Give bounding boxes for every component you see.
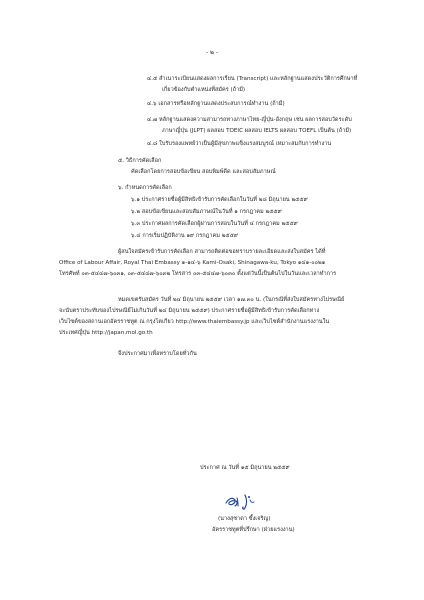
section-6-heading: ๖. กำหนดการคัดเลือก xyxy=(118,185,172,191)
contact-para-line1: ผู้สนใจสมัครเข้ารับการคัดเลือก สามารถติดต่อขอทราบรายละเอียดและส่งใบสมัคร ได้ที่ xyxy=(118,249,326,255)
closing-statement: จึงประกาศมาเพื่อทราบโดยทั่วกัน xyxy=(118,351,197,357)
item-6-1: ๖.๑ ประกาศรายชื่อผู้มีสิทธิเข้ารับการคัดเลือกในวันที่ ๒๘ มิถุนายน ๒๕๕๙ xyxy=(131,197,308,203)
item-4-6: ๔.๖ เอกสารหรือหลักฐานแสดงประสบการณ์ทำงาน (ถ้ามี) xyxy=(147,101,285,107)
section-5-body: คัดเลือกโดยการสอบข้อเขียน สอบพิมพ์ดีด และสอบสัมภาษณ์ xyxy=(131,169,276,175)
item-4-7-line2: ภาษาญี่ปุ่น (JLPT) ผลสอบ TOEIC ผลสอบ IELTS ผลสอบ TOEFL เป็นต้น (ถ้ามี) xyxy=(162,128,352,134)
page-number: - ๒ - xyxy=(205,49,219,56)
announcement-date: ประกาศ ณ วันที่ ๑๕ มิถุนายน ๒๕๕๙ xyxy=(200,465,290,471)
handwritten-signature xyxy=(223,491,263,513)
contact-para-line2: Office of Labour Affair, Royal Thai Embassy ๑-๑๔-๖ Kami-Osaki, Shinagawa-ku, Tokyo ๑๔๑-๐๐๒๑ xyxy=(59,260,326,266)
item-4-5-line2: เกี่ยวข้องกับตำแหน่งที่สมัคร (ถ้ามี) xyxy=(162,87,246,93)
deadline-para-line2: จะนับตราประทับของไปรษณีย์ไม่เกินวันที่ ๒๔ มิถุนายน ๒๕๕๙) ประกาศรายชื่อผู้มีสิทธิเข้ารับการคัดเลือกทาง xyxy=(59,308,320,314)
item-4-7-line1: ๔.๗ หลักฐานแสดงความสามารถทางภาษาไทย-ญี่ปุ่น-อังกฤษ เช่น ผลการสอบวัดระดับ xyxy=(147,117,352,123)
section-5-heading: ๕. วิธีการคัดเลือก xyxy=(118,158,162,164)
item-4-5-line1: ๔.๕ สำเนาระเบียนแสดงผลการเรียน (Transcript) และหลักฐานแสดงประวัติการศึกษาที่ xyxy=(147,76,358,82)
contact-para-line3: โทรศัพท์ ๐๓-๕๔๔๗-๖๐๓๑, ๐๓-๕๔๔๗-๖๐๓๒ โทรสาร ๐๓-๕๔๔๗-๖๐๓๐ ตั้งแต่วันนี้เป็นต้นไปในวันและเวลาทำการ xyxy=(59,271,337,277)
deadline-para-line3: เว็บไซต์ของสถานเอกอัครราชทูต ณ กรุงโตเกียว http://www.thaiembassy.jp และเว็บไซต์สำนักงานแรงงานใน xyxy=(59,319,330,325)
item-6-4: ๖.๔ การเริ่มปฏิบัติงาน ๑๙ กรกฎาคม ๒๕๕๙ xyxy=(131,233,238,239)
deadline-para-line1: หมดเขตรับสมัคร วันที่ ๒๔ มิถุนายน ๒๕๕๙ เวลา ๑๗.๓๐ น. (ในกรณีที่ส่งใบสมัครทางไปรษณีย์ xyxy=(118,297,345,303)
signatory-title: อัครราชทูตที่ปรึกษา (ฝ่ายแรงงาน) xyxy=(212,527,295,533)
item-6-2: ๖.๒ สอบข้อเขียนและสอบสัมภาษณ์ในวันที่ ๑ กรกฎาคม ๒๕๕๙ xyxy=(131,209,282,215)
item-4-8: ๔.๘ ใบรับรองแพทย์ว่าเป็นผู้มีสุขภาพแข็งแรงสมบูรณ์ เหมาะสมกับการทำงาน xyxy=(147,141,332,147)
deadline-para-line4: ประเทศญี่ปุ่น http://japan.mol.go.th xyxy=(59,330,153,336)
item-6-3: ๖.๓ ประกาศผลการคัดเลือกผู้ผ่านการสอบในวันที่ ๔ กรกฎาคม ๒๕๕๙ xyxy=(131,221,298,227)
signatory-name: (นางสุชาดา ซึ้งเจริญ) xyxy=(218,516,271,522)
